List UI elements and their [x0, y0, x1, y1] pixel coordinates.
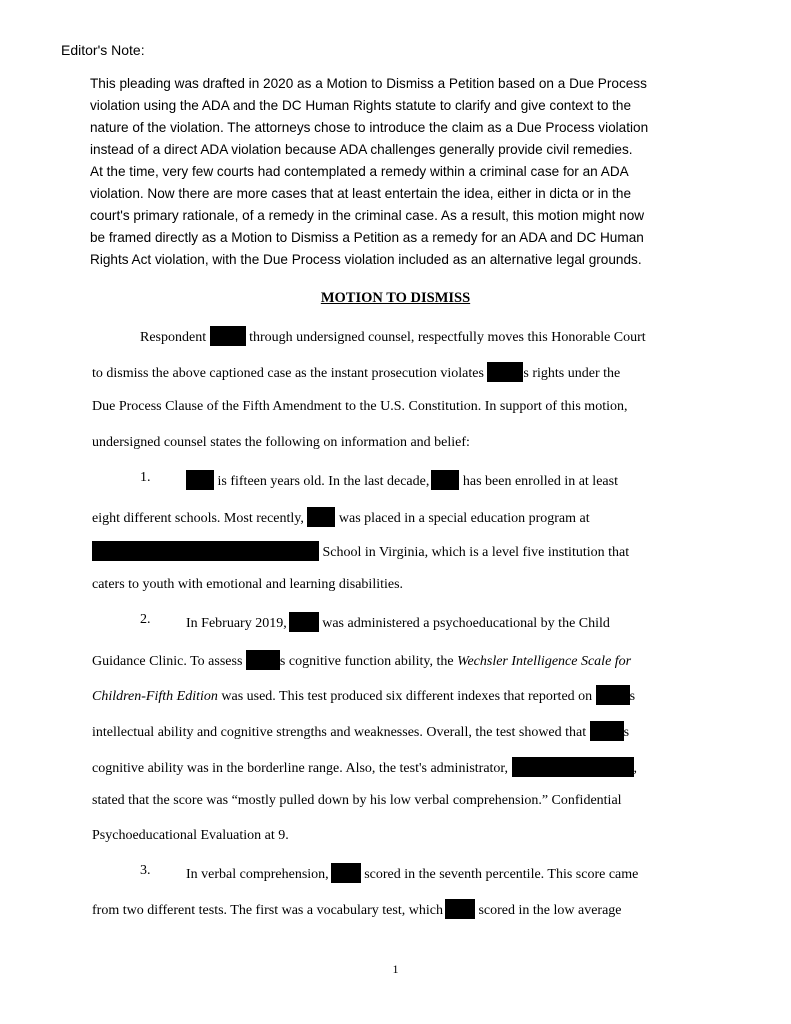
redaction-bar — [210, 326, 246, 346]
body-text: has been enrolled in at least — [462, 474, 618, 489]
page-number: 1 — [392, 962, 399, 976]
redaction-bar — [596, 685, 630, 705]
body-line — [92, 899, 622, 919]
body-text: cognitive ability was in the borderline range. Also, the test's administrator, — [92, 761, 509, 776]
editors-note-line: violation. Now there are more cases that at least entertain the idea, either in dicta or in the — [90, 186, 632, 201]
paragraph-number: 1. — [140, 470, 151, 485]
redaction-bar — [307, 507, 335, 527]
redaction-bar — [289, 612, 319, 632]
body-text: Guidance Clinic. To assess — [92, 654, 243, 669]
editors-note-label: Editor's Note: — [61, 42, 145, 58]
body-text: scored in the seventh percentile. This score came — [364, 867, 639, 882]
body-text: was placed in a special education program at — [338, 511, 590, 526]
paragraph-number: 2. — [140, 612, 151, 627]
body-line: stated that the score was “mostly pulled down by his low verbal comprehension.” Confidential — [92, 793, 622, 808]
editors-note-line: This pleading was drafted in 2020 as a Motion to Dismiss a Petition based on a Due Process — [90, 76, 647, 91]
body-text: from two different tests. The first was a vocabulary test, which — [92, 903, 443, 918]
editors-note-line: court's primary rationale, of a remedy in the criminal case. As a result, this motion might now — [90, 208, 645, 223]
redaction-bar — [331, 863, 361, 883]
body-text: through undersigned counsel, respectfully moves this Honorable Court — [249, 330, 646, 345]
body-text: School in Virginia, which is a level five institution that — [322, 545, 630, 560]
body-line — [92, 541, 629, 561]
body-text: scored in the low average — [478, 903, 622, 918]
body-text: In verbal comprehension, — [186, 867, 329, 882]
body-line — [92, 507, 590, 527]
body-text: s cognitive function ability, the — [279, 654, 458, 669]
editors-note-line: instead of a direct ADA violation because ADA challenges generally provide civil remedies. — [90, 142, 633, 157]
editors-note-line: At the time, very few courts had contemplated a remedy within a criminal case for an ADA — [90, 164, 629, 179]
body-line — [186, 470, 618, 490]
body-text: to dismiss the above captioned case as the instant prosecution violates — [92, 366, 484, 381]
redaction-bar — [246, 650, 280, 670]
paragraph-number: 3. — [140, 863, 151, 878]
editors-note-line: Rights Act violation, with the Due Process violation included as an alternative legal grounds. — [90, 252, 642, 267]
body-text: , — [633, 761, 638, 776]
body-line — [92, 362, 620, 382]
redaction-bar — [445, 899, 475, 919]
body-text: In February 2019, — [186, 616, 287, 631]
editors-note-line: violation using the ADA and the DC Human Rights statute to clarify and give context to the — [90, 98, 632, 113]
body-text: was used. This test produced six different indexes that reported on — [217, 689, 593, 704]
redaction-bar — [431, 470, 459, 490]
body-text: s — [623, 725, 630, 740]
body-text: is fifteen years old. In the last decade, — [217, 474, 430, 489]
body-line — [92, 650, 631, 670]
body-line — [92, 757, 637, 777]
body-line: Psychoeducational Evaluation at 9. — [92, 828, 289, 843]
body-line — [92, 685, 635, 705]
body-line — [186, 612, 610, 632]
editors-note-line: nature of the violation. The attorneys chose to introduce the claim as a Due Process violation — [90, 120, 649, 135]
body-text: Respondent — [140, 330, 207, 345]
body-text: was administered a psychoeducational by the Child — [322, 616, 610, 631]
body-text: s rights under the — [523, 366, 621, 381]
body-line — [140, 326, 646, 346]
body-line — [92, 721, 629, 741]
redaction-bar — [186, 470, 214, 490]
editors-note-line: be framed directly as a Motion to Dismiss a Petition as a remedy for an ADA and DC Human — [90, 230, 644, 245]
body-text: eight different schools. Most recently, — [92, 511, 304, 526]
body-line: undersigned counsel states the following on information and belief: — [92, 435, 470, 450]
body-line — [186, 863, 638, 883]
body-line: Due Process Clause of the Fifth Amendment to the U.S. Constitution. In support of this motion, — [92, 399, 628, 414]
italic-text: Children-Fifth Edition — [92, 689, 218, 704]
redaction-bar — [590, 721, 624, 741]
redaction-bar — [92, 541, 319, 561]
redaction-bar — [487, 362, 523, 382]
document-title: MOTION TO DISMISS — [320, 290, 471, 306]
italic-text: Wechsler Intelligence Scale for — [457, 654, 632, 669]
body-line: caters to youth with emotional and learning disabilities. — [92, 577, 404, 592]
redaction-bar — [512, 757, 634, 777]
body-text: intellectual ability and cognitive strengths and weaknesses. Overall, the test showed that — [92, 725, 587, 740]
body-text: s — [629, 689, 636, 704]
